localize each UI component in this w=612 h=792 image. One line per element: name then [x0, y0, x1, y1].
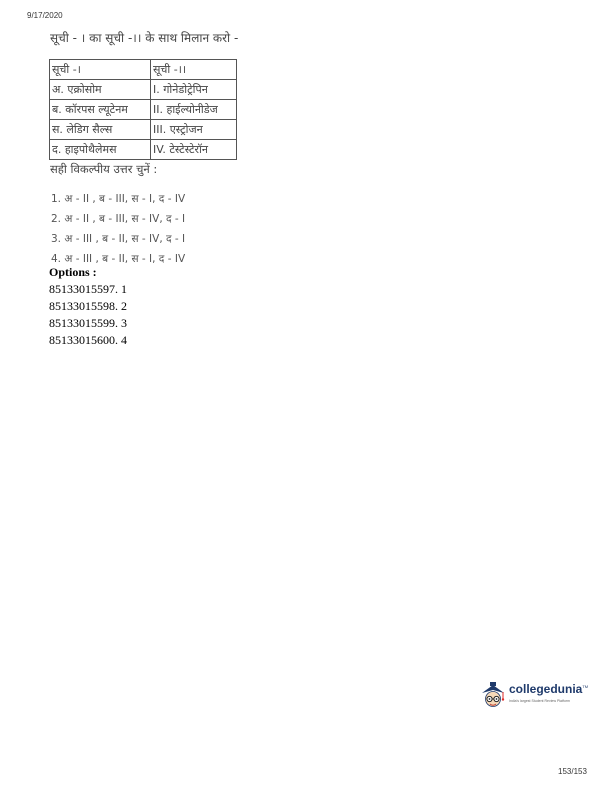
page-number: 153/153 [558, 767, 587, 776]
table-cell: I. गोनेडोट्रेपिन [151, 80, 237, 100]
table-header-row [50, 60, 237, 80]
match-table [49, 59, 237, 160]
column-header-list-1: सूची -। [50, 60, 151, 80]
table-cell: द. हाइपोथैलेमस [50, 140, 151, 160]
table-cell: ब. कॉरपस ल्यूटेनम [50, 100, 151, 120]
table-cell: III. एस्ट्रोजन [151, 120, 237, 140]
table-row [50, 140, 237, 160]
answer-choice-4: 4. अ - III , ब - II, स - I, द - IV [51, 253, 186, 265]
table-row [50, 80, 237, 100]
question-text: सूची - । का सूची -।। के साथ मिलान करो - [50, 31, 239, 45]
brand-tagline: India's largest Student Review Platform [509, 699, 570, 703]
option-id-item: 85133015598. 2 [49, 299, 127, 313]
table-row [50, 120, 237, 140]
table-row [50, 100, 237, 120]
collegedunia-logo [479, 680, 589, 712]
table-cell: II. हाईल्योनीडेज [151, 100, 237, 120]
student-mascot-icon [479, 680, 507, 712]
table-cell: स. लेडिग सैल्स [50, 120, 151, 140]
options-heading: Options : [49, 265, 97, 279]
option-id-item: 85133015599. 3 [49, 316, 127, 330]
answer-choice-1: 1. अ - II , ब - III, स - I, द - IV [51, 193, 186, 205]
option-id-list [49, 282, 127, 350]
answer-choice-3: 3. अ - III , ब - II, स - IV, द - I [51, 233, 186, 245]
answer-choice-2: 2. अ - II , ब - III, स - IV, द - I [51, 213, 186, 225]
brand-name: collegedunia™ [509, 682, 589, 696]
table-cell: IV. टेस्टेस्टेरॉन [151, 140, 237, 160]
print-date: 9/17/2020 [27, 11, 63, 20]
option-id-item: 85133015600. 4 [49, 333, 127, 347]
answer-choices [51, 192, 185, 272]
table-cell: अ. एक्रोसोम [50, 80, 151, 100]
column-header-list-2: सूची -।। [151, 60, 237, 80]
option-id-item: 85133015597. 1 [49, 282, 127, 296]
instruction-text: सही विकल्पीय उत्तर चुनें : [50, 162, 158, 176]
